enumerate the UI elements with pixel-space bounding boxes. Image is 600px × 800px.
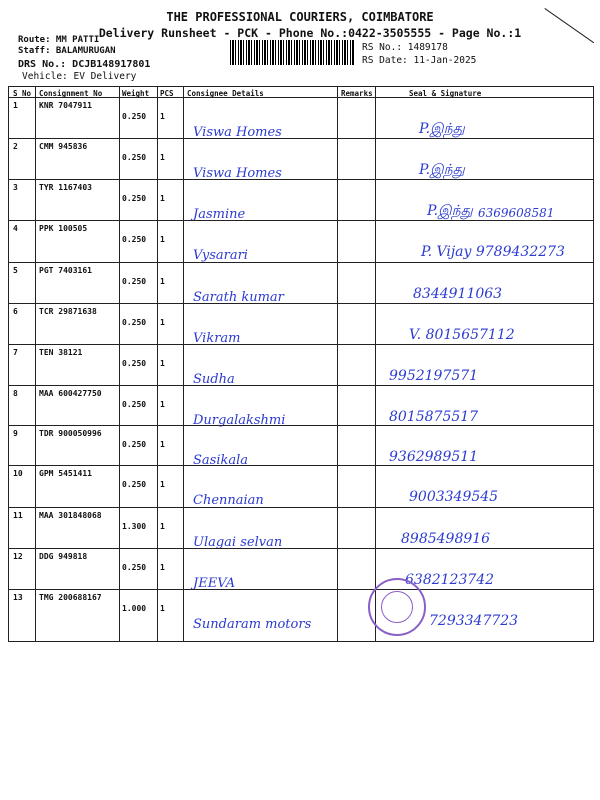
rs-number: RS No.: 1489178 [362,42,448,53]
row-consignment: TDR 900050996 [39,429,102,438]
row-divider [9,465,593,466]
drs-number: DRS No.: DCJB148917801 [18,59,151,70]
row-pcs: 1 [160,112,165,121]
row-signature: P. Vijay 9789432273 [421,244,565,260]
col-divider [183,87,184,641]
row-consignee-handwritten: Vikram [193,331,241,346]
row-consignment: TCR 29871638 [39,307,97,316]
row-consignment: PGT 7403161 [39,266,92,275]
row-weight: 0.250 [122,563,147,572]
row-signature: 8985498916 [401,531,491,547]
row-pcs: 1 [160,480,165,489]
row-consignee-handwritten: Sarath kumar [193,290,284,305]
row-consignee-handwritten: Vysarari [193,248,248,263]
runsheet-table [8,86,594,642]
row-consignment: MAA 600427750 [39,389,102,398]
row-pcs: 1 [160,563,165,572]
row-consignment: GPM 5451411 [39,469,92,478]
col-divider [119,87,120,641]
company-stamp [368,578,426,636]
row-divider [9,344,593,345]
row-signature: 9362989511 [389,449,479,465]
row-divider [9,262,593,263]
extra-phone-note: 6369608581 [478,206,555,220]
row-pcs: 1 [160,235,165,244]
col-header-consignment: Consignment No [39,89,103,98]
row-divider [9,138,593,139]
row-weight: 1.000 [122,604,147,613]
route-label: Route: MM PATTI [18,35,100,45]
row-consignee-handwritten: JEEVA [193,576,236,591]
stamp-inner-ring [381,591,413,623]
row-consignment: TYR 1167403 [39,183,92,192]
row-pcs: 1 [160,277,165,286]
row-signature: P.இந்து [427,203,473,219]
row-consignee-handwritten: Viswa Homes [193,125,282,140]
row-consignee-handwritten: Sasikala [193,453,249,468]
row-sno: 8 [13,389,18,398]
row-divider [9,179,593,180]
row-consignment: MAA 301848068 [39,511,102,520]
runsheet-subtitle: Delivery Runsheet - PCK - Phone No.:0422-3505555 - Page No.:1 [98,26,522,40]
row-sno: 1 [13,101,18,110]
row-divider [9,548,593,549]
row-divider [9,303,593,304]
row-weight: 0.250 [122,400,147,409]
row-signature: V. 8015657112 [409,327,515,343]
row-sno: 10 [13,469,23,478]
row-sno: 5 [13,266,18,275]
row-consignee-handwritten: Jasmine [193,207,246,222]
row-consignee-handwritten: Sudha [193,372,235,387]
row-pcs: 1 [160,604,165,613]
row-consignee-handwritten: Ulagai selvan [193,535,283,550]
row-sno: 13 [13,593,23,602]
col-divider [337,87,338,641]
row-consignment: TMG 200688167 [39,593,102,602]
row-pcs: 1 [160,318,165,327]
row-sno: 3 [13,183,18,192]
rs-date: RS Date: 11-Jan-2025 [362,55,477,66]
col-header-consignee: Consignee Details [187,89,264,98]
row-signature: 8015875517 [389,409,479,425]
row-sno: 4 [13,224,18,233]
company-title: THE PROFESSIONAL COURIERS, COIMBATORE [166,10,434,24]
row-signature: 8344911063 [413,286,503,302]
col-header-remarks: Remarks [341,89,373,98]
row-sno: 6 [13,307,18,316]
barcode [230,40,355,65]
row-consignee-handwritten: Viswa Homes [193,166,282,181]
row-consignment: DDG 949818 [39,552,88,561]
row-consignment: PPK 100505 [39,224,88,233]
col-header-seal: Seal & Signature [409,89,482,98]
row-sno: 9 [13,429,18,438]
row-weight: 0.250 [122,112,147,121]
row-consignment: KNR 7047911 [39,101,92,110]
row-weight: 0.250 [122,359,147,368]
row-weight: 0.250 [122,480,147,489]
row-weight: 0.250 [122,440,147,449]
row-signature: P.இந்து [419,121,465,137]
row-consignee-handwritten: Durgalakshmi [193,413,286,428]
row-divider [9,425,593,426]
col-divider [35,87,36,641]
col-divider [375,87,376,641]
row-weight: 0.250 [122,318,147,327]
row-divider [9,220,593,221]
row-pcs: 1 [160,194,165,203]
row-sno: 2 [13,142,18,151]
row-pcs: 1 [160,359,165,368]
row-signature: 9952197571 [389,368,479,384]
row-consignment: TEN 38121 [39,348,83,357]
row-weight: 0.250 [122,277,147,286]
row-signature: P.இந்து [419,162,465,178]
staff-label: Staff: BALAMURUGAN [18,46,116,56]
row-pcs: 1 [160,400,165,409]
row-pcs: 1 [160,440,165,449]
row-weight: 0.250 [122,153,147,162]
row-consignee-handwritten: Chennaian [193,493,264,508]
row-sno: 7 [13,348,18,357]
row-divider [9,385,593,386]
col-divider [157,87,158,641]
col-header-pcs: PCS [160,89,174,98]
row-sno: 11 [13,511,23,520]
row-consignee-handwritten: Sundaram motors [193,617,312,632]
row-weight: 1.300 [122,522,147,531]
row-sno: 12 [13,552,23,561]
row-signature: 7293347723 [429,613,519,629]
col-header-sno: S No [13,89,32,98]
row-weight: 0.250 [122,235,147,244]
row-divider [9,507,593,508]
col-header-weight: Weight [122,89,150,98]
row-divider [9,589,593,590]
row-consignment: CMM 945836 [39,142,88,151]
row-signature: 6382123742 [405,572,495,588]
vehicle-label: Vehicle: EV Delivery [22,71,137,82]
row-pcs: 1 [160,153,165,162]
row-weight: 0.250 [122,194,147,203]
row-signature: 9003349545 [409,489,499,505]
row-pcs: 1 [160,522,165,531]
